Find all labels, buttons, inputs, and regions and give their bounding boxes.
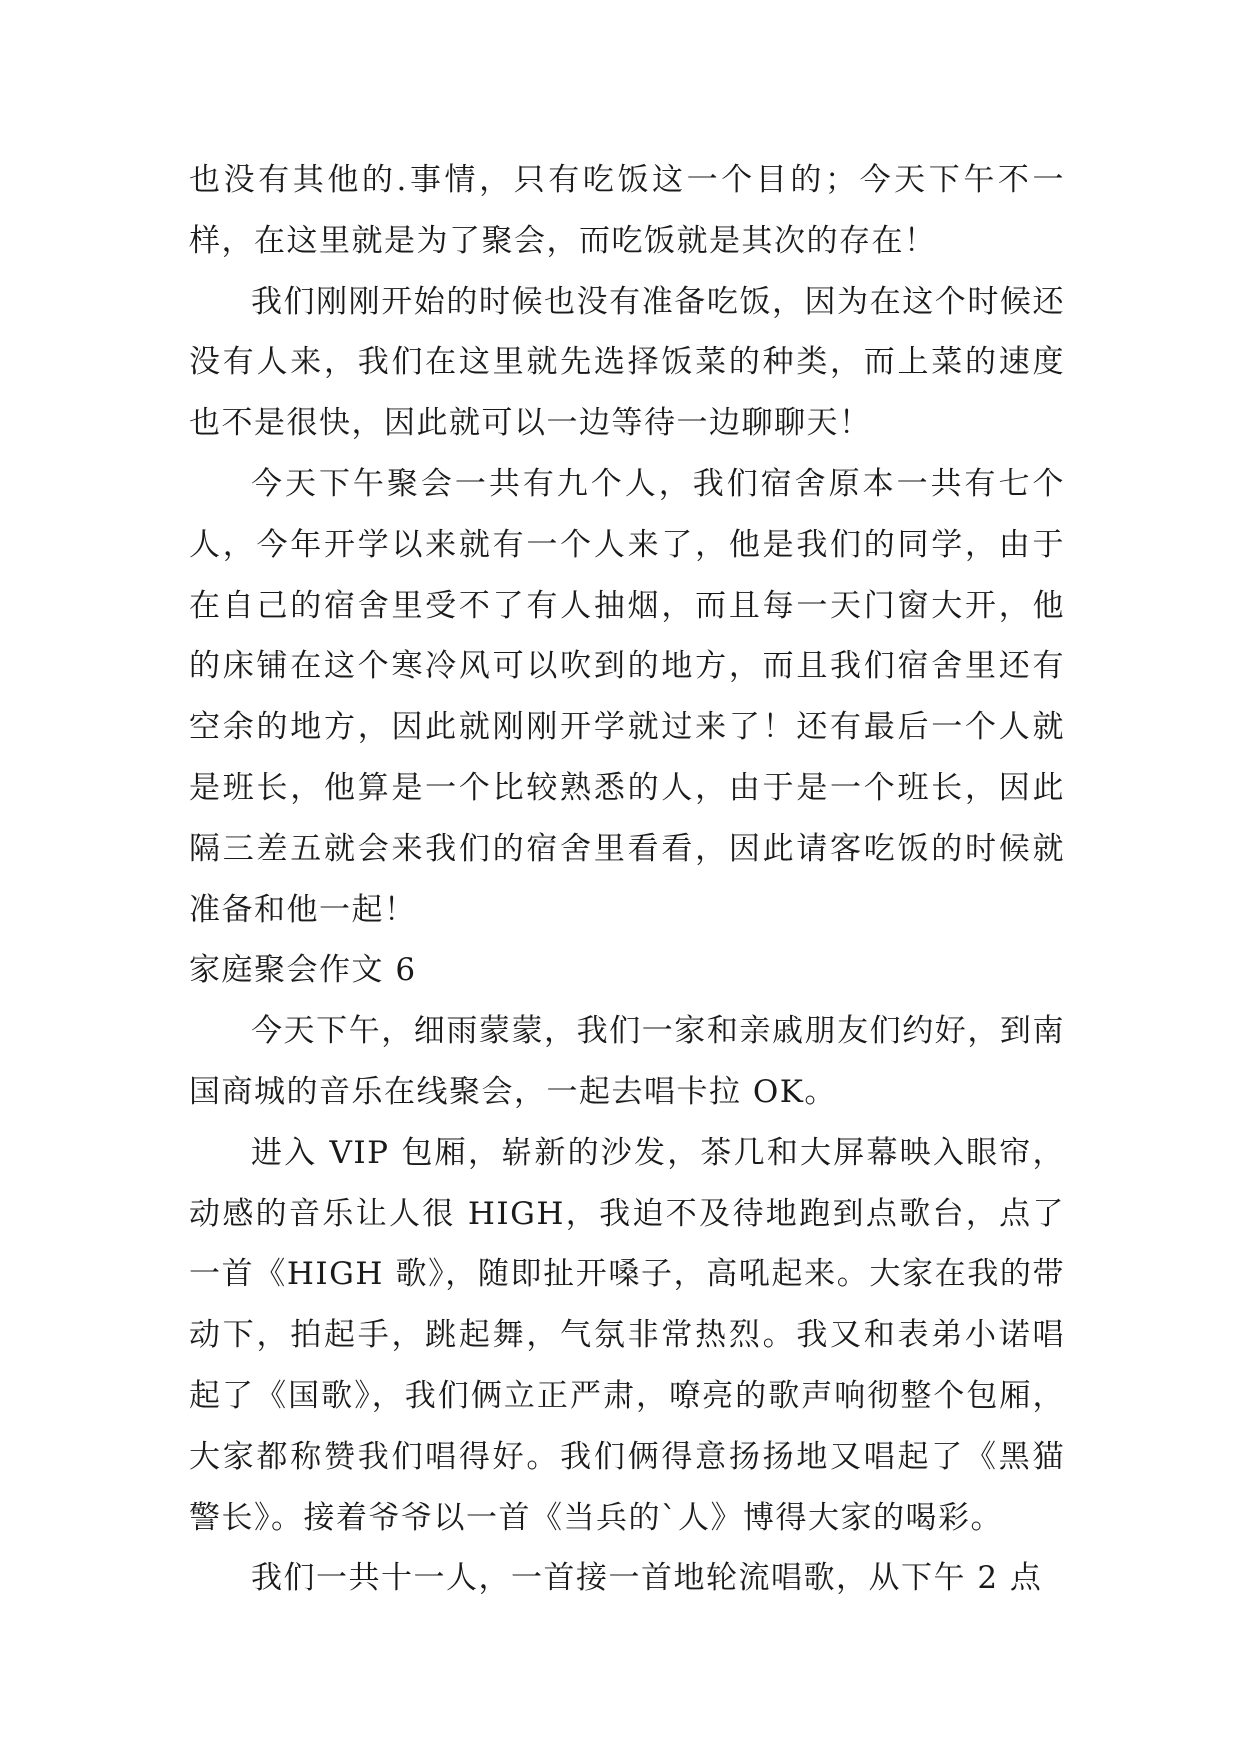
section-paragraph-2: 进入 VIP 包厢，崭新的沙发，茶几和大屏幕映入眼帘，动感的音乐让人很 HIGH，我迫不及待地跑到点歌台，点了一首《HIGH 歌》，随即扯开嗓子，高吼起来。大家在我的带动下，拍起手，跳起舞，气氛非常热烈。我又和表弟小诺唱起了《国歌》，我们俩立正严肃，嘹亮的歌声响彻整个包厢，大家都称赞我们唱得好。我们俩得意扬扬地又唱起了《黑猫警长》。接着爷爷以一首《当兵的`人》博得大家的喝彩。: [189, 1134, 1065, 1536]
section-paragraph-1: 今天下午，细雨蒙蒙，我们一家和亲戚朋友们约好，到南国商城的音乐在线聚会，一起去唱卡拉 OK。: [189, 1013, 1065, 1110]
paragraph-2: 我们刚刚开始的时候也没有准备吃饭，因为在这个时候还没有人来，我们在这里就先选择饭菜的种类，而上菜的速度也不是很快，因此就可以一边等待一边聊聊天！: [189, 283, 1065, 442]
section-paragraph-3: 我们一共十一人，一首接一首地轮流唱歌，从下午 2 点: [251, 1560, 1043, 1597]
document-body: [189, 150, 1065, 1609]
paragraph-1: 也没有其他的.事情，只有吃饭这一个目的；今天下午不一样，在这里就是为了聚会，而吃饭就是其次的存在！: [189, 162, 1065, 259]
section-title: 家庭聚会作文 6: [189, 952, 417, 989]
paragraph-3: 今天下午聚会一共有九个人，我们宿舍原本一共有七个人，今年开学以来就有一个人来了，他是我们的同学，由于在自己的宿舍里受不了有人抽烟，而且每一天门窗大开，他的床铺在这个寒冷风可以吹到的地方，而且我们宿舍里还有空余的地方，因此就刚刚开学就过来了！还有最后一个人就是班长，他算是一个比较熟悉的人，由于是一个班长，因此隔三差五就会来我们的宿舍里看看，因此请客吃饭的时候就准备和他一起！: [189, 465, 1065, 928]
